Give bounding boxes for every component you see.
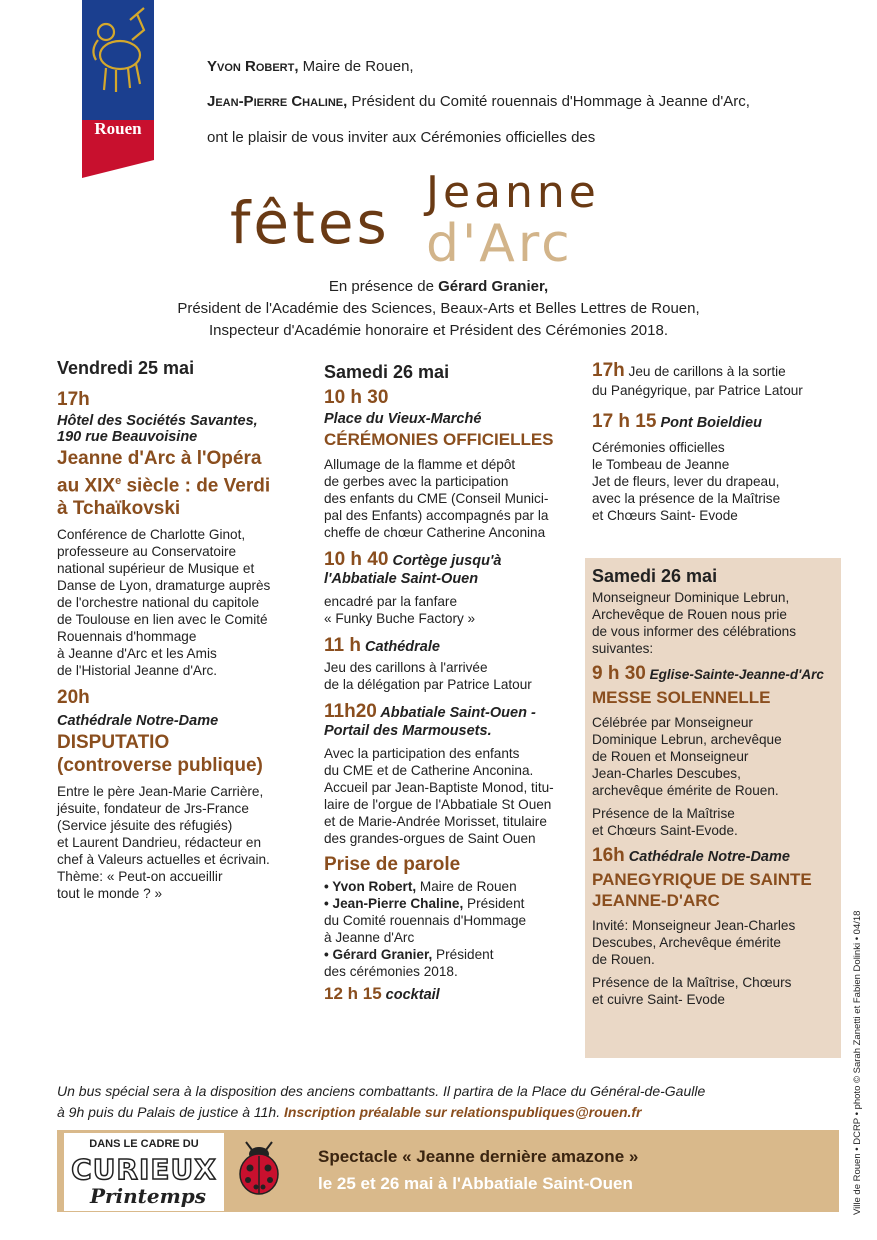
- box-intro: Monseigneur Dominique Lebrun, Archevêque de Rouen nous prie de vous informer des célébrations suivantes:: [592, 590, 797, 656]
- event-heading: [592, 845, 834, 867]
- event-place: 190 rue Beauvoisine: [57, 429, 198, 445]
- event-place: Place du Vieux-Marché: [324, 411, 482, 427]
- event-time: 11h20: [324, 701, 377, 722]
- event-title: [230, 165, 640, 265]
- event-description: Avec la participation des enfants du CME et de Catherine Anconina. Accueil par Jean-Baptiste Monod, titu- laire de l'orgue de l'Abbatiale St Ouen et de Marie-Andrée Morisset, titulaire des grandes-orgues de Saint Ouen: [324, 746, 554, 846]
- title-darc: d'Arc: [426, 214, 573, 265]
- presence-line2: Président de l'Académie des Sciences, Beaux-Arts et Belles Lettres de Rouen,: [177, 300, 700, 317]
- event-place: Cathédrale Notre-Dame: [624, 849, 790, 865]
- event-heading: [324, 701, 574, 723]
- event-place: cocktail: [381, 987, 440, 1003]
- bus-notice: [57, 1081, 847, 1123]
- event-description: Présence de la Maîtrise, Chœurs et cuivre Saint- Evode: [592, 975, 792, 1007]
- day-heading: Vendredi 25 mai: [57, 358, 195, 378]
- event-title-line: (controverse publique): [57, 755, 263, 777]
- column-saturday-evening: [592, 360, 842, 524]
- header-mayor-name: Yvon Robert,: [207, 58, 299, 75]
- title-fetes: fêtes: [230, 189, 390, 257]
- day-heading: Samedi 26 mai: [324, 362, 450, 382]
- rouen-logo: [82, 0, 154, 178]
- event-heading: [324, 549, 574, 571]
- event-place: Hôtel des Sociétés Savantes,: [57, 413, 258, 429]
- presence-line3: Inspecteur d'Académie honoraire et Président des Cérémonies 2018.: [209, 322, 668, 339]
- column-saturday: [324, 362, 574, 1004]
- event-description: du Panégyrique, par Patrice Latour: [592, 383, 803, 398]
- presence-line1: En présence de Gérard Granier,: [328, 278, 549, 295]
- event-time: 12 h 15: [324, 984, 382, 1003]
- event-time: 9 h 30: [592, 663, 646, 684]
- event-title-line: au XIXe siècle : de Verdi: [57, 475, 271, 497]
- event-description: Invité: Monseigneur Jean-Charles Descubes, Archevêque émérite de Rouen.: [592, 918, 796, 967]
- event-title-line: JEANNE-D'ARC: [592, 891, 720, 910]
- curieux-printemps-logo: [64, 1133, 224, 1211]
- header-line1: [207, 58, 414, 75]
- curieux-text: CURIEUX: [71, 1153, 217, 1186]
- event-place: Cortège jusqu'à: [388, 553, 502, 569]
- event-title-line: PANEGYRIQUE DE SAINTE: [592, 870, 812, 889]
- event-heading: [592, 663, 834, 685]
- event-time: 16h: [592, 845, 625, 866]
- event-time: 17h: [57, 389, 90, 410]
- event-description: Célébrée par Monseigneur Dominique Lebrun, archevêque de Rouen et Monseigneur Jean-Charles Descubes, archevêque émérite de Rouen.: [592, 715, 782, 798]
- frame-label: DANS LE CADRE DU: [89, 1138, 199, 1150]
- event-time: 17 h 15: [592, 411, 657, 432]
- bus-notice-line1: Un bus spécial sera à la disposition des anciens combattants. Il partira de la Place du Général-de-Gaulle: [57, 1083, 706, 1099]
- event-description: Jeu des carillons à l'arrivée de la délégation par Patrice Latour: [324, 660, 532, 692]
- registration-link[interactable]: Inscription préalable sur relationspubliques@rouen.fr: [284, 1104, 642, 1120]
- event-title-line: DISPUTATIO: [57, 732, 170, 754]
- title-jeanne: Jeanne: [426, 167, 600, 218]
- spectacle-text: [318, 1143, 828, 1197]
- event-heading: [592, 411, 842, 433]
- event-description: Présence de la Maîtrise et Chœurs Saint-Evode.: [592, 806, 738, 838]
- spectacle-title: Spectacle « Jeanne dernière amazone »: [318, 1147, 639, 1166]
- event-place: Abbatiale Saint-Ouen -: [376, 705, 536, 721]
- event-title-line: CÉRÉMONIES OFFICIELLES: [324, 430, 554, 449]
- event-time: 10 h 40: [324, 549, 389, 570]
- event-place: Portail des Marmousets.: [324, 723, 492, 739]
- event-description: Cérémonies officielles le Tombeau de Jeanne Jet de fleurs, lever du drapeau, avec la présence de la Maîtrise et Chœurs Saint- Evode: [592, 440, 781, 523]
- speech-heading: Prise de parole: [324, 854, 461, 875]
- header-line2: [207, 93, 750, 110]
- event-description: Conférence de Charlotte Ginot, professeure au Conservatoire national supérieur de Musique et Danse de Lyon, dramaturge auprès de l'orchestre national du capitole de Toulouse en lien avec le Comité Rouennais d'hommage à Jeanne d'Arc et les Amis de l'Historial Jeanne d'Arc.: [57, 527, 271, 679]
- header-mayor-role: Maire de Rouen,: [298, 58, 414, 75]
- logo-text: Rouen: [94, 119, 142, 138]
- event-title-line: à Tchaïkovski: [57, 498, 181, 520]
- event-title-line: MESSE SOLENNELLE: [592, 688, 771, 707]
- event-time: 10 h 30: [324, 387, 389, 408]
- event-description: Jeu de carillons à la sortie: [624, 364, 786, 379]
- header-president-name: Jean-Pierre Chaline,: [207, 93, 348, 110]
- speech-list: • Yvon Robert, Maire de Rouen • Jean-Pierre Chaline, Président du Comité rouennais d'Hommage à Jeanne d'Arc • Gérard Granier, Président des cérémonies 2018.: [324, 879, 527, 979]
- event-place: l'Abbatiale Saint-Ouen: [324, 571, 479, 587]
- day-heading: Samedi 26 mai: [592, 566, 718, 586]
- event-heading: [592, 360, 842, 382]
- bus-notice-line2: à 9h puis du Palais de justice à 11h. Inscription préalable sur relationspubliques@rouen.fr: [57, 1104, 642, 1120]
- column-friday: [57, 358, 297, 902]
- ladybug-icon: [234, 1140, 284, 1196]
- event-heading: [324, 984, 574, 1004]
- presence-name: Gérard Granier,: [438, 278, 549, 295]
- header-invite: ont le plaisir de vous inviter aux Cérémonies officielles des: [207, 129, 596, 146]
- event-time: 17h: [592, 360, 625, 381]
- event-place: Cathédrale Notre-Dame: [57, 713, 219, 730]
- event-description: encadré par la fanfare « Funky Buche Factory »: [324, 594, 476, 626]
- event-place: Pont Boieldieu: [656, 415, 762, 431]
- photo-credits: Ville de Rouen • DCRP • photo © Sarah Zanetti et Fabien Dolinki • 04/18: [852, 910, 863, 1215]
- event-description: Entre le père Jean-Marie Carrière, jésuite, fondateur de Jrs-France (Service jésuite des réfugiés) et Laurent Dandrieu, rédacteur en chef à Valeurs actuelles et écrivain. Thème: « Peut-on accueillir tout le monde ? »: [57, 784, 270, 902]
- event-place: Eglise-Sainte-Jeanne-d'Arc: [645, 667, 824, 682]
- printemps-text: Printemps: [89, 1184, 207, 1208]
- event-heading: [324, 635, 574, 657]
- event-time: 11 h: [324, 635, 361, 656]
- religious-celebrations-box: [585, 558, 841, 1058]
- event-place: Cathédrale: [360, 639, 440, 655]
- event-time: 20h: [57, 687, 90, 709]
- event-title-line: Jeanne d'Arc à l'Opéra: [57, 448, 262, 469]
- presence-block: [0, 276, 877, 342]
- event-description: Allumage de la flamme et dépôt de gerbes avec la participation des enfants du CME (Conseil Munici- pal des Enfants) accompagnés par la cheffe de chœur Catherine Anconina: [324, 457, 549, 540]
- header-president-role: Président du Comité rouennais d'Hommage à Jeanne d'Arc,: [347, 93, 750, 110]
- spectacle-dates: le 25 et 26 mai à l'Abbatiale Saint-Ouen: [318, 1174, 633, 1193]
